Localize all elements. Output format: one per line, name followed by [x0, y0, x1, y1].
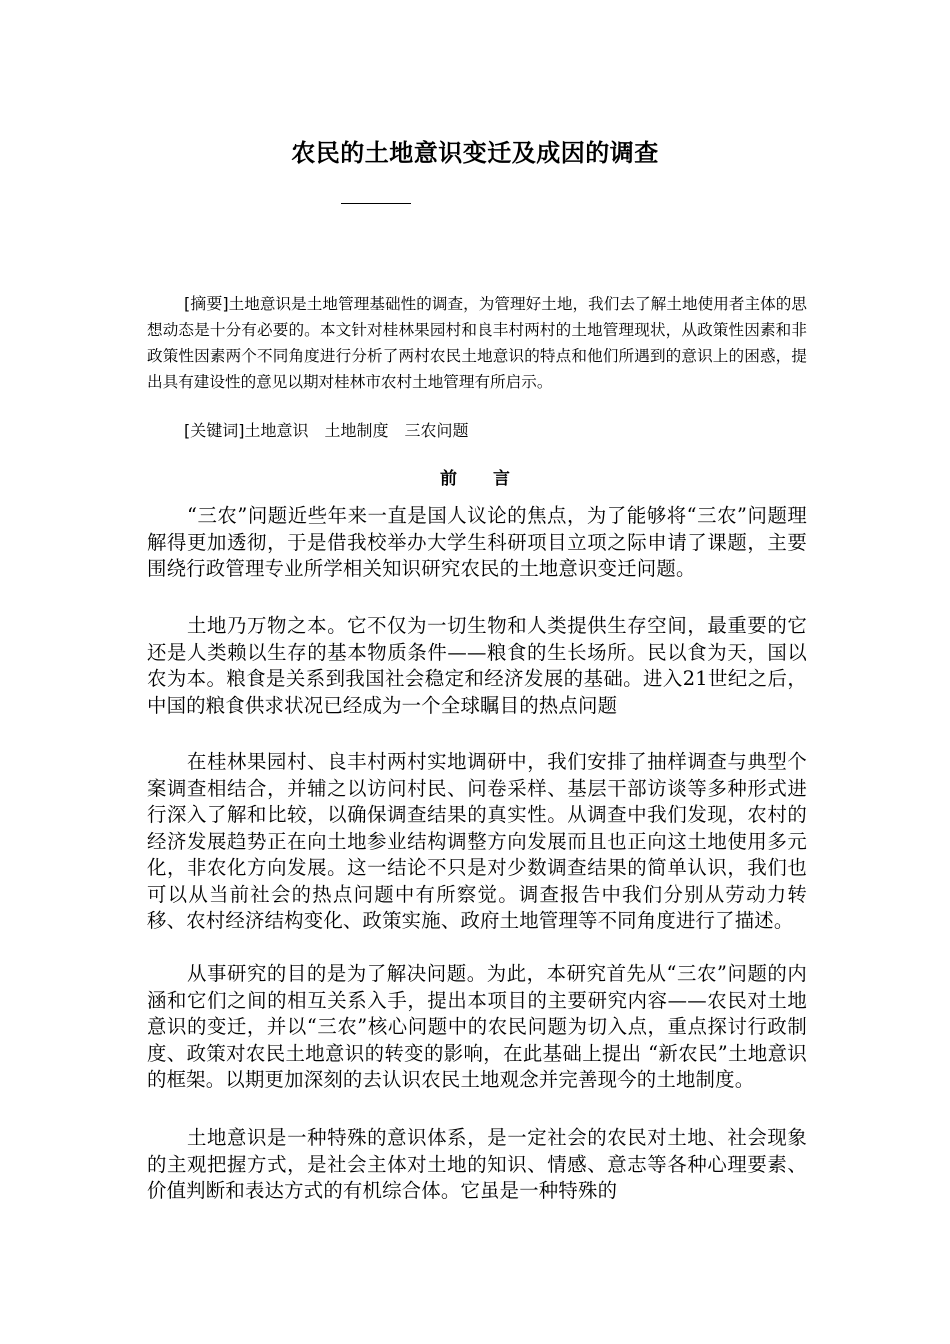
keywords: [184, 418, 804, 444]
abstract-label: [摘要]: [184, 294, 229, 313]
title-underline: [341, 203, 411, 204]
document-title: 农民的土地意识变迁及成因的调查: [291, 139, 659, 167]
body-paragraph: 土地意识是一种特殊的意识体系，是一定社会的农民对土地、社会现象的主观把握方式，是社会主体对土地的知识、情感、意志等各种心理要素、价值判断和表达方式的有机综合体。它虽是一种特殊的: [147, 1126, 807, 1202]
body-paragraph: 从事研究的目的是为了解决问题。为此，本研究首先从“三农”问题的内涵和它们之间的相互关系入手，提出本项目的主要研究内容——农民对土地意识的变迁，并以“三农”核心问题中的农民问题为切入点，重点探讨行政制度、政策对农民土地意识的转变的影响，在此基础上提出 “新农民”土地意识的框架。以期更加深刻的去认识农民土地观念并完善现今的土地制度。: [147, 962, 807, 1091]
abstract-text: 土地意识是土地管理基础性的调查，为管理好土地，我们去了解土地使用者主体的思想动态是十分有必要的。本文针对桂林果园村和良丰村两村的土地管理现状，从政策性因素和非政策性因素两个不同角度进行分析了两村农民土地意识的特点和他们所遇到的意识上的困惑，提出具有建设性的意见以期对桂林市农村土地管理有所启示。: [147, 295, 807, 391]
section-heading-preface: 前言: [440, 469, 546, 489]
keywords-label: [关键词]: [184, 421, 245, 440]
body-paragraph: 土地乃万物之本。它不仅为一切生物和人类提供生存空间，最重要的它还是人类赖以生存的基本物质条件——粮食的生长场所。民以食为天，国以农为本。粮食是关系到我国社会稳定和经济发展的基础。进入21世纪之后，中国的粮食供求状况已经成为一个全球瞩目的热点问题: [147, 614, 807, 717]
keywords-text: 土地意识 土地制度 三农问题: [244, 421, 469, 440]
abstract: [147, 291, 807, 395]
body-paragraph: 在桂林果园村、良丰村两村实地调研中，我们安排了抽样调查与典型个案调查相结合，并辅之以访问村民、问卷采样、基层干部访谈等多种形式进行深入了解和比较，以确保调查结果的真实性。从调查中我们发现，农村的经济发展趋势正在向土地参业结构调整方向发展而且也正向这土地使用多元化，非农化方向发展。这一结论不只是对少数调查结果的简单认识，我们也可以从当前社会的热点问题中有所察觉。调查报告中我们分别从劳动力转移、农村经济结构变化、政策实施、政府土地管理等不同角度进行了描述。: [147, 750, 807, 932]
body-paragraph: “三农”问题近些年来一直是国人议论的焦点，为了能够将“三农”问题理解得更加透彻，于是借我校举办大学生科研项目立项之际申请了课题，主要围绕行政管理专业所学相关知识研究农民的土地意识变迁问题。: [147, 504, 807, 580]
